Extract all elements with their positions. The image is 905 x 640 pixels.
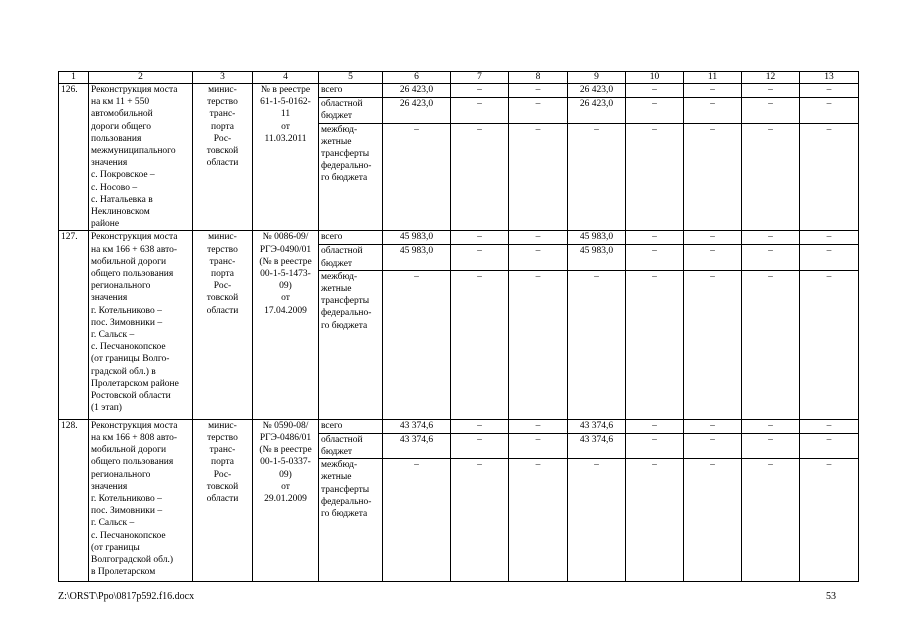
- registry-info: № 0590-08/ РГЭ-0486/01 (№ в реестре 00-1-5-0337- 09) от 29.01.2009: [253, 419, 319, 581]
- value-cell: –: [684, 98, 742, 124]
- value-cell: –: [800, 245, 859, 270]
- row-number: 126.: [59, 84, 89, 231]
- value-cell: –: [509, 84, 568, 98]
- value-cell: –: [383, 123, 451, 231]
- value-cell: 43 374,6: [568, 419, 626, 433]
- value-cell: 45 983,0: [383, 245, 451, 270]
- value-cell: –: [568, 270, 626, 419]
- value-cell: 45 983,0: [568, 245, 626, 270]
- value-cell: –: [742, 98, 800, 124]
- budget-table: [58, 71, 859, 582]
- value-cell: –: [800, 123, 859, 231]
- value-cell: –: [626, 84, 684, 98]
- row-number: 128.: [59, 419, 89, 581]
- column-number: 13: [800, 72, 859, 84]
- customer: минис- терство транс- порта Рос- товской области: [193, 231, 253, 419]
- value-cell: –: [626, 123, 684, 231]
- value-cell: –: [800, 419, 859, 433]
- column-number: 1: [59, 72, 89, 84]
- value-cell: –: [509, 270, 568, 419]
- value-cell: 26 423,0: [568, 98, 626, 124]
- customer: минис- терство транс- порта Рос- товской области: [193, 84, 253, 231]
- value-cell: –: [383, 270, 451, 419]
- value-cell: –: [800, 231, 859, 245]
- value-cell: 43 374,6: [568, 433, 626, 458]
- value-cell: –: [742, 433, 800, 458]
- table-row: [59, 419, 859, 433]
- funding-source: межбюд- жетные трансферты федерально- го бюджета: [319, 459, 383, 582]
- value-cell: 26 423,0: [383, 98, 451, 124]
- funding-source: областной бюджет: [319, 98, 383, 124]
- value-cell: 43 374,6: [383, 433, 451, 458]
- value-cell: –: [684, 433, 742, 458]
- column-number: 7: [451, 72, 509, 84]
- value-cell: –: [568, 459, 626, 582]
- value-cell: –: [451, 419, 509, 433]
- value-cell: –: [742, 419, 800, 433]
- column-number: 4: [253, 72, 319, 84]
- customer: минис- терство транс- порта Рос- товской области: [193, 419, 253, 581]
- value-cell: –: [509, 245, 568, 270]
- value-cell: –: [742, 270, 800, 419]
- object-name: Реконструкция моста на км 166 + 808 авто- мобильной дороги общего пользования регионального значения г. Котельниково – пос. Зимовники – г. Сальск – с. Песчанокопское (от границы Волгоградской обл.) в Пролетарском: [89, 419, 193, 581]
- value-cell: –: [626, 459, 684, 582]
- value-cell: –: [742, 459, 800, 582]
- column-number: 9: [568, 72, 626, 84]
- value-cell: –: [509, 433, 568, 458]
- column-number: 8: [509, 72, 568, 84]
- registry-info: № 0086-09/ РГЭ-0490/01 (№ в реестре 00-1-5-1473- 09) от 17.04.2009: [253, 231, 319, 419]
- row-number: 127.: [59, 231, 89, 419]
- value-cell: –: [451, 433, 509, 458]
- column-number: 12: [742, 72, 800, 84]
- value-cell: –: [742, 84, 800, 98]
- value-cell: –: [451, 459, 509, 582]
- table-row: [59, 84, 859, 98]
- value-cell: –: [626, 98, 684, 124]
- value-cell: –: [451, 270, 509, 419]
- value-cell: –: [626, 419, 684, 433]
- object-name: Реконструкция моста на км 11 + 550 автомобильной дороги общего пользования межмуниципального значения с. Покровское – с. Носово – с. Натальевка в Неклиновском районе: [89, 84, 193, 231]
- value-cell: –: [568, 123, 626, 231]
- value-cell: –: [742, 123, 800, 231]
- column-number: 2: [89, 72, 193, 84]
- value-cell: –: [626, 245, 684, 270]
- value-cell: –: [684, 231, 742, 245]
- value-cell: –: [626, 231, 684, 245]
- value-cell: –: [742, 231, 800, 245]
- table-row: [59, 231, 859, 245]
- value-cell: –: [451, 123, 509, 231]
- object-name: Реконструкция моста на км 166 + 638 авто- мобильной дороги общего пользования регионального значения г. Котельниково – пос. Зимовники – г. Сальск – с. Песчанокопское (от границы Волго- градской обл.) в Пролетарском районе Ростовской области (1 этап): [89, 231, 193, 419]
- column-number: 6: [383, 72, 451, 84]
- value-cell: –: [684, 84, 742, 98]
- value-cell: –: [509, 98, 568, 124]
- value-cell: –: [684, 123, 742, 231]
- value-cell: –: [509, 123, 568, 231]
- column-number: 3: [193, 72, 253, 84]
- value-cell: –: [451, 245, 509, 270]
- value-cell: 45 983,0: [383, 231, 451, 245]
- column-number-row: [59, 72, 859, 84]
- value-cell: –: [684, 419, 742, 433]
- value-cell: 26 423,0: [568, 84, 626, 98]
- value-cell: –: [383, 459, 451, 582]
- file-path: Z:\ORST\Ppo\0817p592.f16.docx: [58, 591, 195, 602]
- value-cell: 45 983,0: [568, 231, 626, 245]
- value-cell: –: [509, 419, 568, 433]
- funding-source: областной бюджет: [319, 245, 383, 270]
- value-cell: –: [684, 245, 742, 270]
- column-number: 11: [684, 72, 742, 84]
- registry-info: № в реестре 61-1-5-0162- 11 от 11.03.2011: [253, 84, 319, 231]
- value-cell: 43 374,6: [383, 419, 451, 433]
- funding-source: всего: [319, 231, 383, 245]
- funding-source: всего: [319, 419, 383, 433]
- value-cell: –: [626, 270, 684, 419]
- value-cell: –: [509, 459, 568, 582]
- value-cell: –: [800, 459, 859, 582]
- value-cell: –: [451, 98, 509, 124]
- value-cell: –: [800, 433, 859, 458]
- funding-source: межбюд- жетные трансферты федерально- го бюджета: [319, 123, 383, 231]
- value-cell: –: [451, 84, 509, 98]
- value-cell: –: [509, 231, 568, 245]
- funding-source: межбюд- жетные трансферты федерально- го бюджета: [319, 270, 383, 419]
- value-cell: –: [684, 270, 742, 419]
- funding-source: областной бюджет: [319, 433, 383, 458]
- column-number: 10: [626, 72, 684, 84]
- value-cell: –: [800, 98, 859, 124]
- value-cell: –: [800, 84, 859, 98]
- page-number: 53: [826, 591, 836, 602]
- value-cell: –: [742, 245, 800, 270]
- value-cell: –: [451, 231, 509, 245]
- value-cell: –: [800, 270, 859, 419]
- value-cell: –: [684, 459, 742, 582]
- column-number: 5: [319, 72, 383, 84]
- value-cell: 26 423,0: [383, 84, 451, 98]
- value-cell: –: [626, 433, 684, 458]
- funding-source: всего: [319, 84, 383, 98]
